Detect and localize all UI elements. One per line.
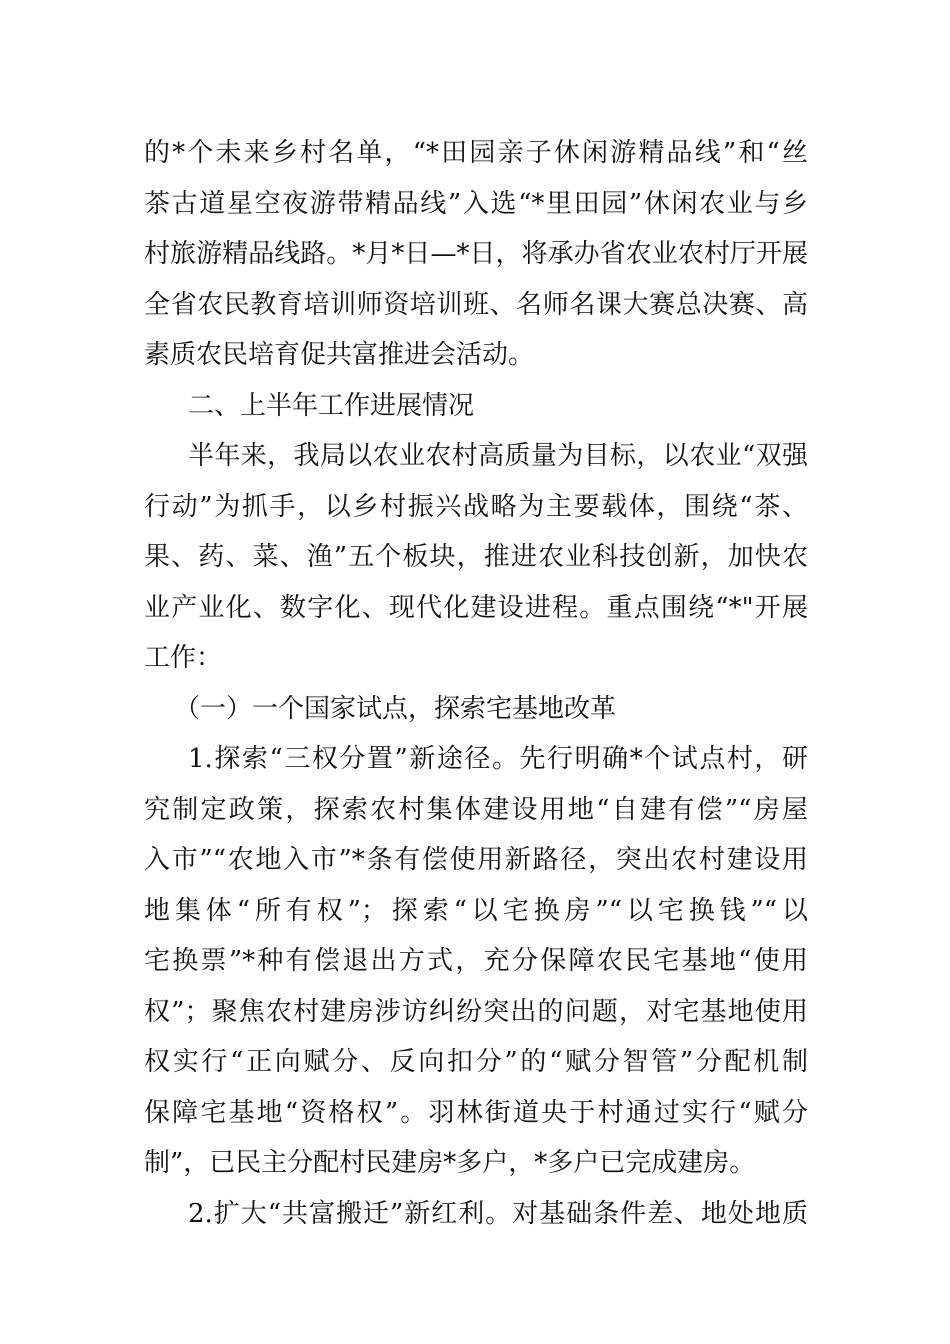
text-line-10: 业产业化、数字化、现代化建设进程。重点围绕“*"开展 [144,592,808,623]
text-line-1: 的*个未来乡村名单，“*田园亲子休闲游精品线”和“丝 [144,138,808,168]
text-line-22: 2.扩大“共富搬迁”新红利。对基础条件差、地处地质 [188,1198,808,1229]
text-line-2: 茶古道星空夜游带精品线”入选“*里田园”休闲农业与乡 [144,188,808,219]
text-line-7: 半年来，我局以农业农村高质量为目标，以农业“双强 [188,441,808,471]
text-line-15: 入市”“农地入市”*条有偿使用新路径，突出农村建设用 [144,845,808,875]
body-text [144,128,808,1239]
text-line-14: 究制定政策，探索农村集体建设用地“自建有偿”“房屋 [144,794,808,825]
text-line-19: 权实行“正向赋分、反向扣分”的“赋分智管”分配机制 [144,1047,808,1077]
section-heading-2: 二、上半年工作进展情况 [188,390,475,421]
text-line-13: 1.探索“三权分置”新途径。先行明确*个试点村，研 [188,744,808,774]
text-line-9: 果、药、菜、渔”五个板块，推进农业科技创新，加快农 [144,542,808,572]
text-line-16: 地集体“所有权”；探索“以宅换房”“以宅换钱”“以 [144,895,808,926]
subsection-heading-1: （一）一个国家试点，探索宅基地改革 [174,693,617,724]
text-line-11: 工作： [144,643,223,673]
text-line-5: 素质农民培育促共富推进会活动。 [144,340,535,370]
text-line-21: 制”，已民主分配村民建房*多户，*多户已完成建房。 [144,1148,756,1178]
text-line-8: 行动”为抓手，以乡村振兴战略为主要载体，围绕“茶、 [144,491,808,522]
text-line-3: 村旅游精品线路。*月*日—*日，将承办省农业农村厅开展 [144,239,808,269]
text-line-17: 宅换票”*种有偿退出方式，充分保障农民宅基地“使用 [144,946,808,976]
text-line-20: 保障宅基地“资格权”。羽林街道央于村通过实行“赋分 [144,1097,808,1128]
text-line-18: 权”；聚焦农村建房涉访纠纷突出的问题，对宅基地使用 [144,996,808,1027]
text-line-4: 全省农民教育培训师资培训班、名师名课大赛总决赛、高 [144,289,808,320]
